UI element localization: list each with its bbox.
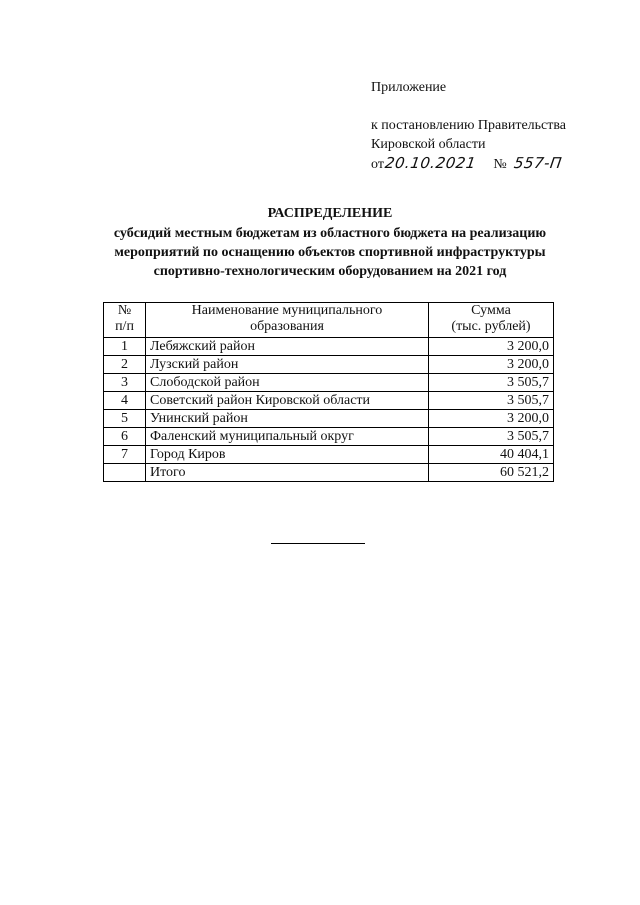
- table-row: [104, 338, 554, 356]
- row-number: 6: [104, 428, 146, 446]
- title-line-2: мероприятий по оснащению объектов спортивной инфраструктуры: [114, 245, 546, 260]
- row-name: Фаленский муниципальный округ: [146, 428, 429, 446]
- row-number: 2: [104, 356, 146, 374]
- appendix-block: [371, 78, 621, 174]
- number-label: №: [493, 157, 507, 172]
- row-sum: 3 505,7: [429, 428, 554, 446]
- header-number-line1: №: [117, 303, 132, 318]
- table-row: [104, 428, 554, 446]
- total-label: Итого: [146, 464, 429, 482]
- appendix-ref-line2: Кировской области: [371, 137, 486, 152]
- total-sum: 60 521,2: [429, 464, 554, 482]
- row-sum: 3 200,0: [429, 410, 554, 428]
- header-sum-line2: (тыс. рублей): [451, 319, 531, 334]
- row-sum: 3 505,7: [429, 374, 554, 392]
- table-row: [104, 446, 554, 464]
- total-number: [104, 464, 146, 482]
- row-name: Унинский район: [146, 410, 429, 428]
- closing-divider: [271, 543, 365, 544]
- appendix-ref-line1: к постановлению Правительства: [371, 118, 567, 133]
- row-name: Город Киров: [146, 446, 429, 464]
- table-row: [104, 356, 554, 374]
- row-sum: 40 404,1: [429, 446, 554, 464]
- header-sum-line1: Сумма: [471, 303, 511, 318]
- appendix-label: Приложение: [371, 80, 447, 95]
- header-number-line2: п/п: [115, 319, 134, 334]
- table-row: [104, 392, 554, 410]
- title-main: РАСПРЕДЕЛЕНИЕ: [267, 206, 393, 221]
- table-row: [104, 374, 554, 392]
- date-prefix: от: [371, 157, 384, 172]
- table-header-row: [104, 303, 554, 338]
- header-sum: [429, 303, 554, 338]
- row-number: 1: [104, 338, 146, 356]
- row-sum: 3 200,0: [429, 338, 554, 356]
- header-name-line1: Наименование муниципального: [191, 303, 383, 318]
- document-title: [80, 204, 580, 281]
- spacer: [371, 97, 621, 116]
- title-line-3: спортивно-технологическим оборудованием на 2021 год: [153, 264, 507, 279]
- handwritten-number: 557-П: [512, 154, 564, 172]
- row-name: Лебяжский район: [146, 338, 429, 356]
- row-number: 3: [104, 374, 146, 392]
- row-sum: 3 505,7: [429, 392, 554, 410]
- row-number: 5: [104, 410, 146, 428]
- row-number: 4: [104, 392, 146, 410]
- header-name-line2: образования: [250, 319, 324, 334]
- row-sum: 3 200,0: [429, 356, 554, 374]
- distribution-table: [103, 302, 554, 482]
- table-total-row: [104, 464, 554, 482]
- row-name: Советский район Кировской области: [146, 392, 429, 410]
- row-name: Слободской район: [146, 374, 429, 392]
- header-number: [104, 303, 146, 338]
- row-number: 7: [104, 446, 146, 464]
- row-name: Лузский район: [146, 356, 429, 374]
- handwritten-date: 20.10.2021: [383, 154, 478, 172]
- title-line-1: субсидий местным бюджетам из областного бюджета на реализацию: [113, 226, 547, 241]
- table-row: [104, 410, 554, 428]
- header-name: [146, 303, 429, 338]
- appendix-date-line: [371, 154, 621, 174]
